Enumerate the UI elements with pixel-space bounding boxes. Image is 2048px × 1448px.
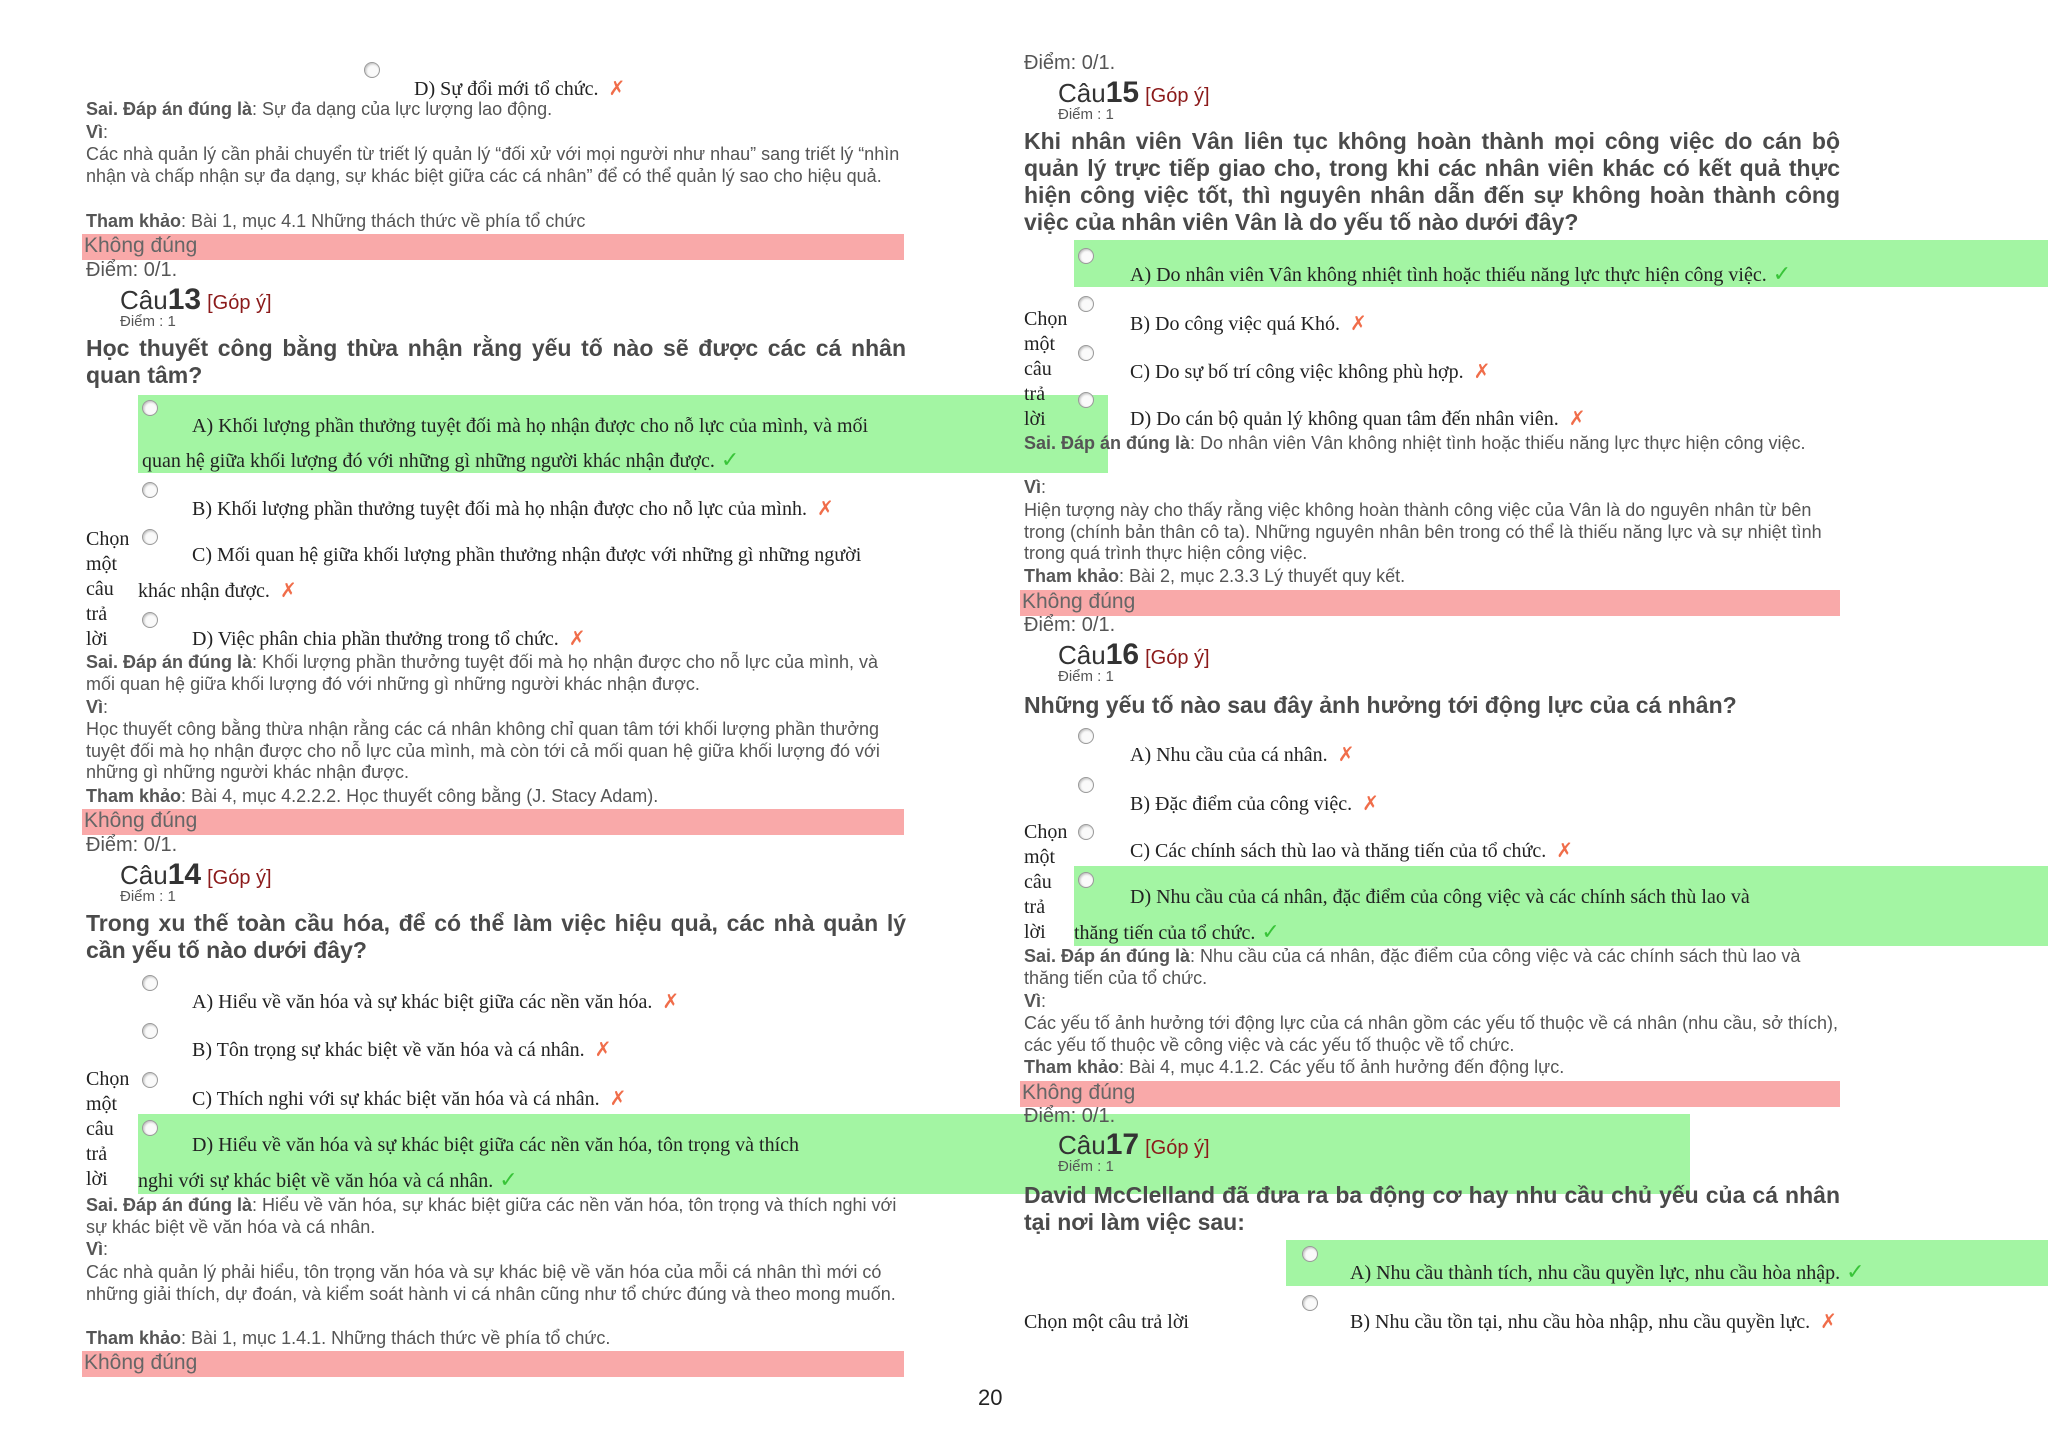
q14-answer: Sai. Đáp án đúng là: Hiểu về văn hóa, sự khác biệt giữa các nền văn hóa, tôn trọng và thích nghi với sự khác biệt về văn hóa và cá nhân. [86, 1195, 897, 1237]
q16-answer: Sai. Đáp án đúng là: Nhu cầu của cá nhân, đặc điểm của công việc và các chính sách thù lao và thăng tiến của tổ chức. [1024, 946, 1801, 988]
q14-why-label: Vì: [86, 1239, 109, 1259]
cross-icon: ✗ [568, 626, 586, 650]
wrong-banner: Không đúng [82, 1351, 904, 1377]
q14-header: Câu14 [Góp ý] [120, 858, 272, 891]
choose-answer-label: Chọn một câu trả lời [1024, 821, 1068, 943]
q16-option-d-line1: D) Nhu cầu của cá nhân, đặc điểm của công việc và các chính sách thù lao và [1130, 886, 1750, 908]
radio-icon[interactable] [142, 482, 158, 498]
wrong-banner: Không đúng [1020, 590, 1840, 616]
q17-option-a: A) Nhu cầu thành tích, nhu cầu quyền lực, nhu cầu hòa nhập. ✓ [1350, 1260, 1865, 1285]
q13-option-a-line1: A) Khối lượng phần thưởng tuyệt đối mà họ nhận được cho nỗ lực của mình, và mối [192, 415, 869, 437]
q16-ref: Tham khảo: Bài 4, mục 4.1.2. Các yếu tố ảnh hưởng đến động lực. [1024, 1057, 1565, 1077]
cross-icon: ✗ [609, 1086, 627, 1110]
radio-icon[interactable] [364, 62, 380, 78]
feedback-link[interactable]: [Góp ý] [1145, 1137, 1210, 1159]
q14-option-d-line2: nghi với sự khác biệt về văn hóa và cá nhân. ✓ [138, 1168, 518, 1193]
radio-icon[interactable] [142, 612, 158, 628]
choose-answer-label: Chọn một câu trả lời [1024, 308, 1068, 430]
feedback-link[interactable]: [Góp ý] [1145, 647, 1210, 669]
q13-why-label: Vì: [86, 697, 109, 717]
q15-option-b: B) Do công việc quá Khó. ✗ [1130, 311, 1367, 335]
score: Điểm: 0/1. [86, 259, 178, 281]
cross-icon: ✗ [608, 76, 626, 100]
cross-icon: ✗ [1556, 838, 1574, 862]
radio-icon[interactable] [142, 1072, 158, 1088]
radio-icon[interactable] [142, 400, 158, 416]
q13-ref: Tham khảo: Bài 4, mục 4.2.2.2. Học thuyết công bằng (J. Stacy Adam). [86, 786, 659, 806]
q16-header: Câu16 [Góp ý] [1058, 638, 1210, 671]
q17-header: Câu17 [Góp ý] [1058, 1128, 1210, 1161]
q13-question: Học thuyết công bằng thừa nhận rằng yếu tố nào sẽ được các cá nhân quan tâm? [86, 335, 906, 388]
q15-why: Hiện tượng này cho thấy rằng việc không hoàn thành công việc của Vân là do nguyên nhân từ bên trong (chính bản thân cô ta). Những nguyên nhân bên trong có thể là thiếu năng lực và sự nhiệt tình trong quá trình thực hiện công việc. [1024, 500, 1822, 563]
q12-option-d: D) Sự đổi mới tổ chức. ✗ [414, 76, 626, 100]
radio-icon[interactable] [142, 1120, 158, 1136]
radio-icon[interactable] [142, 975, 158, 991]
q14-option-c: C) Thích nghi với sự khác biệt văn hóa và cá nhân. ✗ [192, 1086, 627, 1110]
q15-ref: Tham khảo: Bài 2, mục 2.3.3 Lý thuyết quy kết. [1024, 566, 1406, 586]
q13-why: Học thuyết công bằng thừa nhận rằng các cá nhân không chỉ quan tâm tới khối lượng phần thưởng tuyệt đối mà họ nhận được cho nỗ lực của mình, mà còn tới cả mối quan hệ giữa khối lượng đó với những gì những người khác nhận được. [86, 719, 880, 782]
radio-icon[interactable] [1078, 392, 1094, 408]
q12-why: Các nhà quản lý cần phải chuyển từ triết lý quản lý “đối xử với mọi người như nhau” sang triết lý “nhìn nhận và chấp nhận sự đa dạng, sự khác biệt giữa các cá nhân” để có thể quản lý sao cho hiệu quả. [86, 144, 900, 186]
q14-ref: Tham khảo: Bài 1, mục 1.4.1. Những thách thức về phía tổ chức. [86, 1328, 611, 1348]
q16-why: Các yếu tố ảnh hưởng tới động lực của cá nhân gồm các yếu tố thuộc về cá nhân (nhu cầu, sở thích), các yếu tố thuộc về công việc và các yếu tố thuộc về tổ chức. [1024, 1013, 1838, 1055]
radio-icon[interactable] [1302, 1295, 1318, 1311]
feedback-link[interactable]: [Góp ý] [207, 292, 272, 314]
points-label: Điểm : 1 [1058, 668, 1114, 685]
q15-option-d: D) Do cán bộ quản lý không quan tâm đến nhân viên. ✗ [1130, 406, 1586, 430]
q14-question: Trong xu thế toàn cầu hóa, để có thể làm việc hiệu quả, các nhà quản lý cần yếu tố nào dưới đây? [86, 910, 906, 963]
radio-icon[interactable] [142, 529, 158, 545]
cross-icon: ✗ [1349, 311, 1367, 335]
radio-icon[interactable] [1078, 728, 1094, 744]
cross-icon: ✗ [1568, 406, 1586, 430]
cross-icon: ✗ [594, 1037, 612, 1061]
points-label: Điểm : 1 [120, 888, 176, 905]
radio-icon[interactable] [1078, 296, 1094, 312]
q14-option-d-line1: D) Hiểu về văn hóa và sự khác biệt giữa các nền văn hóa, tôn trọng và thích [192, 1134, 800, 1156]
check-icon: ✓ [1261, 920, 1280, 945]
score: Điểm: 0/1. [1024, 52, 1116, 74]
q16-option-b: B) Đặc điểm của công việc. ✗ [1130, 791, 1379, 815]
q15-answer: Sai. Đáp án đúng là: Do nhân viên Vân không nhiệt tình hoặc thiếu năng lực thực hiện công việc. [1024, 433, 1806, 453]
cross-icon: ✗ [1362, 791, 1379, 815]
q14-option-b: B) Tôn trọng sự khác biệt về văn hóa và cá nhân. ✗ [192, 1037, 612, 1061]
page-number: 20 [978, 1385, 1003, 1410]
radio-icon[interactable] [142, 1023, 158, 1039]
points-label: Điểm : 1 [1058, 106, 1114, 123]
cross-icon: ✗ [1473, 359, 1491, 383]
q13-answer: Sai. Đáp án đúng là: Khối lượng phần thưởng tuyệt đối mà họ nhận được cho nỗ lực của mình, và mối quan hệ giữa khối lượng đó với những gì những người khác nhận được. [86, 652, 878, 694]
wrong-banner: Không đúng [82, 234, 904, 260]
q14-option-a: A) Hiểu về văn hóa và sự khác biệt giữa các nền văn hóa. ✗ [192, 989, 680, 1013]
wrong-banner: Không đúng [1020, 1081, 1840, 1107]
cross-icon: ✗ [1337, 742, 1355, 766]
q13-option-b: B) Khối lượng phần thưởng tuyệt đối mà họ nhận được cho nỗ lực của mình. ✗ [192, 496, 834, 520]
wrong-banner: Không đúng [82, 809, 904, 835]
radio-icon[interactable] [1078, 248, 1094, 264]
check-icon: ✓ [499, 1168, 518, 1193]
feedback-link[interactable]: [Góp ý] [1145, 85, 1210, 107]
cross-icon: ✗ [817, 496, 834, 520]
check-icon: ✓ [720, 448, 740, 473]
radio-icon[interactable] [1078, 777, 1094, 793]
points-label: Điểm : 1 [120, 313, 176, 330]
q13-header: Câu13 [Góp ý] [120, 283, 272, 316]
radio-icon[interactable] [1302, 1246, 1318, 1262]
q12-answer: Sai. Đáp án đúng là: Sự đa dạng của lực lượng lao động. [86, 99, 553, 119]
q16-question: Những yếu tố nào sau đây ảnh hưởng tới động lực của cá nhân? [1024, 692, 1737, 718]
score: Điểm: 0/1. [1024, 1105, 1116, 1127]
q13-option-a-line2: quan hệ giữa khối lượng đó với những gì những người khác nhận được. ✓ [142, 448, 740, 473]
choose-answer-label-inline: Chọn một câu trả lời [1024, 1311, 1189, 1333]
score: Điểm: 0/1. [86, 834, 178, 856]
q12-ref: Tham khảo: Bài 1, mục 4.1 Những thách thức về phía tổ chức [86, 211, 586, 231]
q14-why: Các nhà quản lý phải hiểu, tôn trọng văn hóa và sự khác biệ về văn hóa của mỗi cá nhân thì mới có những giải thích, dự đoán, và kiểm soát hành vi cá nhân cũng như tổ chức đúng và theo mong muốn. [86, 1262, 896, 1304]
feedback-link[interactable]: [Góp ý] [207, 867, 272, 889]
q17-option-b: B) Nhu cầu tồn tại, nhu cầu hòa nhập, nhu cầu quyền lực. ✗ [1350, 1309, 1837, 1333]
q13-option-c-line1: C) Mối quan hệ giữa khối lượng phần thưởng nhận được với những gì những người [192, 544, 862, 566]
q15-option-c: C) Do sự bố trí công việc không phù hợp. ✗ [1130, 359, 1491, 383]
check-icon: ✓ [1772, 262, 1792, 287]
cross-icon: ✗ [279, 578, 297, 602]
points-label: Điểm : 1 [1058, 1158, 1114, 1175]
q16-option-a: A) Nhu cầu của cá nhân. ✗ [1130, 742, 1355, 766]
q16-why-label: Vì: [1024, 991, 1047, 1011]
q15-why-label: Vì: [1024, 477, 1047, 497]
choose-answer-label: Chọn một câu trả lời [86, 1068, 130, 1190]
q13-option-c-line2: khác nhận được. ✗ [138, 578, 297, 602]
q13-option-d: D) Việc phân chia phần thưởng trong tổ chức. ✗ [192, 626, 586, 650]
radio-icon[interactable] [1078, 345, 1094, 361]
q17-question: David McClelland đã đưa ra ba động cơ hay nhu cầu chủ yếu của cá nhân tại nơi làm việc sau: [1024, 1182, 1840, 1235]
radio-icon[interactable] [1078, 872, 1094, 888]
cross-icon: ✗ [1820, 1309, 1837, 1333]
radio-icon[interactable] [1078, 824, 1094, 840]
q16-option-c: C) Các chính sách thù lao và thăng tiến của tổ chức. ✗ [1130, 838, 1574, 862]
choose-answer-label: Chọn một câu trả lời [86, 528, 130, 650]
score: Điểm: 0/1. [1024, 614, 1116, 636]
q15-header: Câu15 [Góp ý] [1058, 76, 1210, 109]
q15-option-a: A) Do nhân viên Vân không nhiệt tình hoặc thiếu năng lực thực hiện công việc. ✓ [1130, 262, 1792, 287]
check-icon: ✓ [1846, 1260, 1865, 1285]
q15-question: Khi nhân viên Vân liên tục không hoàn thành mọi công việc do cán bộ quản lý trực tiếp giao cho, trong khi các nhân viên khác có kết quả thực hiện công việc tốt, thì nguyên nhân dẫn đến sự không hoàn thành công việc của nhân viên Vân là do yếu tố nào dưới đây? [1024, 128, 1840, 235]
cross-icon: ✗ [662, 989, 680, 1013]
q12-why-label: Vì: [86, 122, 109, 142]
q16-option-d-line2: thăng tiến của tổ chức. ✓ [1074, 920, 1280, 945]
